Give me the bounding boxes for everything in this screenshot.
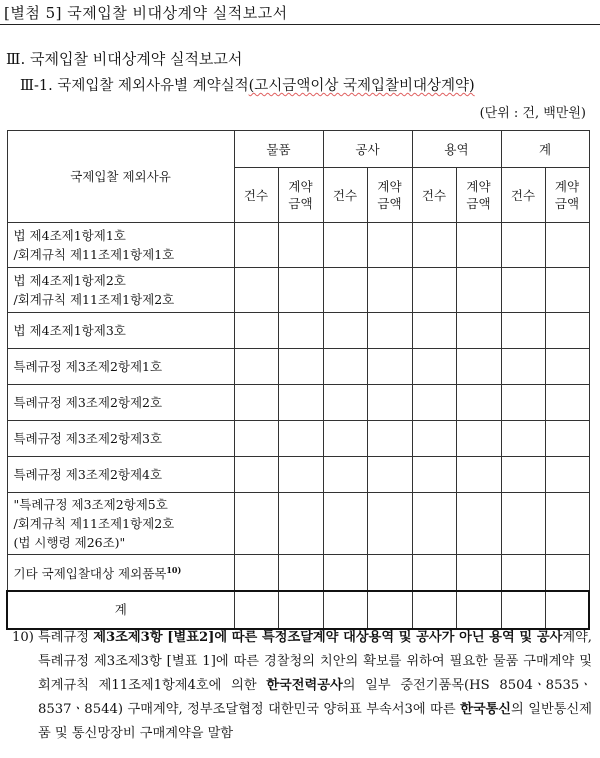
- footnote-text: [12, 626, 592, 746]
- row-label: "특례규정 제3조제2항제5호 /회계규칙 제11조제1항제2호 (법 시행령 제26조)": [7, 493, 234, 555]
- unit-note: (단위 : 건, 백만원): [479, 106, 586, 121]
- table-row: [7, 349, 589, 385]
- group-header-construction: 공사: [323, 131, 412, 168]
- row-header-cell: 국제입찰 제외사유: [7, 131, 234, 223]
- total-row: [7, 591, 589, 629]
- row-label: 법 제4조제1항제1호 /회계규칙 제11조제1항제1호: [7, 223, 234, 268]
- row-label: 특례규정 제3조제2항제3호: [7, 421, 234, 457]
- table-row: [7, 268, 589, 313]
- row-label: 특례규정 제3조제2항제2호: [7, 385, 234, 421]
- subcol-count: 건수: [412, 168, 456, 223]
- row-label: 법 제4조제1항제2호 /회계규칙 제11조제1항제2호: [7, 268, 234, 313]
- table-row: [7, 385, 589, 421]
- subsection-paren: (고시금액이상 국제입찰비대상계약): [248, 78, 475, 94]
- subcol-amount: 계약 금액: [545, 168, 589, 223]
- subsection-prefix: Ⅲ-1. 국제입찰 제외사유별 계약실적: [20, 78, 249, 94]
- subsection-title: [20, 74, 475, 95]
- table-row: [7, 313, 589, 349]
- subcol-count: 건수: [323, 168, 367, 223]
- table-row: [7, 223, 589, 268]
- group-header-total: 계: [501, 131, 589, 168]
- row-label: 특례규정 제3조제2항제4호: [7, 457, 234, 493]
- row-label: 기타 국제입찰대상 제외품목$^{10)}$: [7, 555, 234, 591]
- report-table: [6, 130, 590, 630]
- attachment-header: [별첨 5] 국제입찰 비대상계약 실적보고서: [4, 4, 288, 22]
- group-header-goods: 물품: [234, 131, 323, 168]
- footnote-number: 10): [12, 630, 34, 645]
- row-label: 법 제4조제1항제3호: [7, 313, 234, 349]
- subcol-count: 건수: [501, 168, 545, 223]
- subcol-count: 건수: [234, 168, 278, 223]
- group-header-row: [7, 131, 589, 168]
- table-row: [7, 493, 589, 555]
- table-row: [7, 421, 589, 457]
- footnote-marker: 10): [166, 565, 182, 576]
- subcol-amount: 계약 금액: [456, 168, 501, 223]
- table-row: [7, 555, 589, 591]
- section-title: Ⅲ. 국제입찰 비대상계약 실적보고서: [6, 50, 243, 68]
- total-label: 계: [7, 591, 234, 629]
- footnote-body: 특례규정 제3조제3항 [별표2]에 따른 특정조달계약 대상용역 및 공사가 아닌 용역 및 공사계약, 특례규정 제3조제3항 [별표 1]에 따른 경찰청의 치안의 확보를 위하여 필요한 물품 구매계약 및 회계규칙 제11조제1항제4호에 의한 한국전력공사의 일부 중전기품목(HS 8504ㆍ8535ㆍ8537ㆍ8544) 구매계약, 정부조달협정 대한민국 양허표 부속서3에 따른 한국통신의 일반통신제품 및 통신망장비 구매계약을 말함: [38, 630, 592, 741]
- subcol-amount: 계약 금액: [278, 168, 323, 223]
- table-row: [7, 457, 589, 493]
- header-divider: [0, 24, 600, 25]
- subcol-amount: 계약 금액: [367, 168, 412, 223]
- group-header-services: 용역: [412, 131, 501, 168]
- row-label: 특례규정 제3조제2항제1호: [7, 349, 234, 385]
